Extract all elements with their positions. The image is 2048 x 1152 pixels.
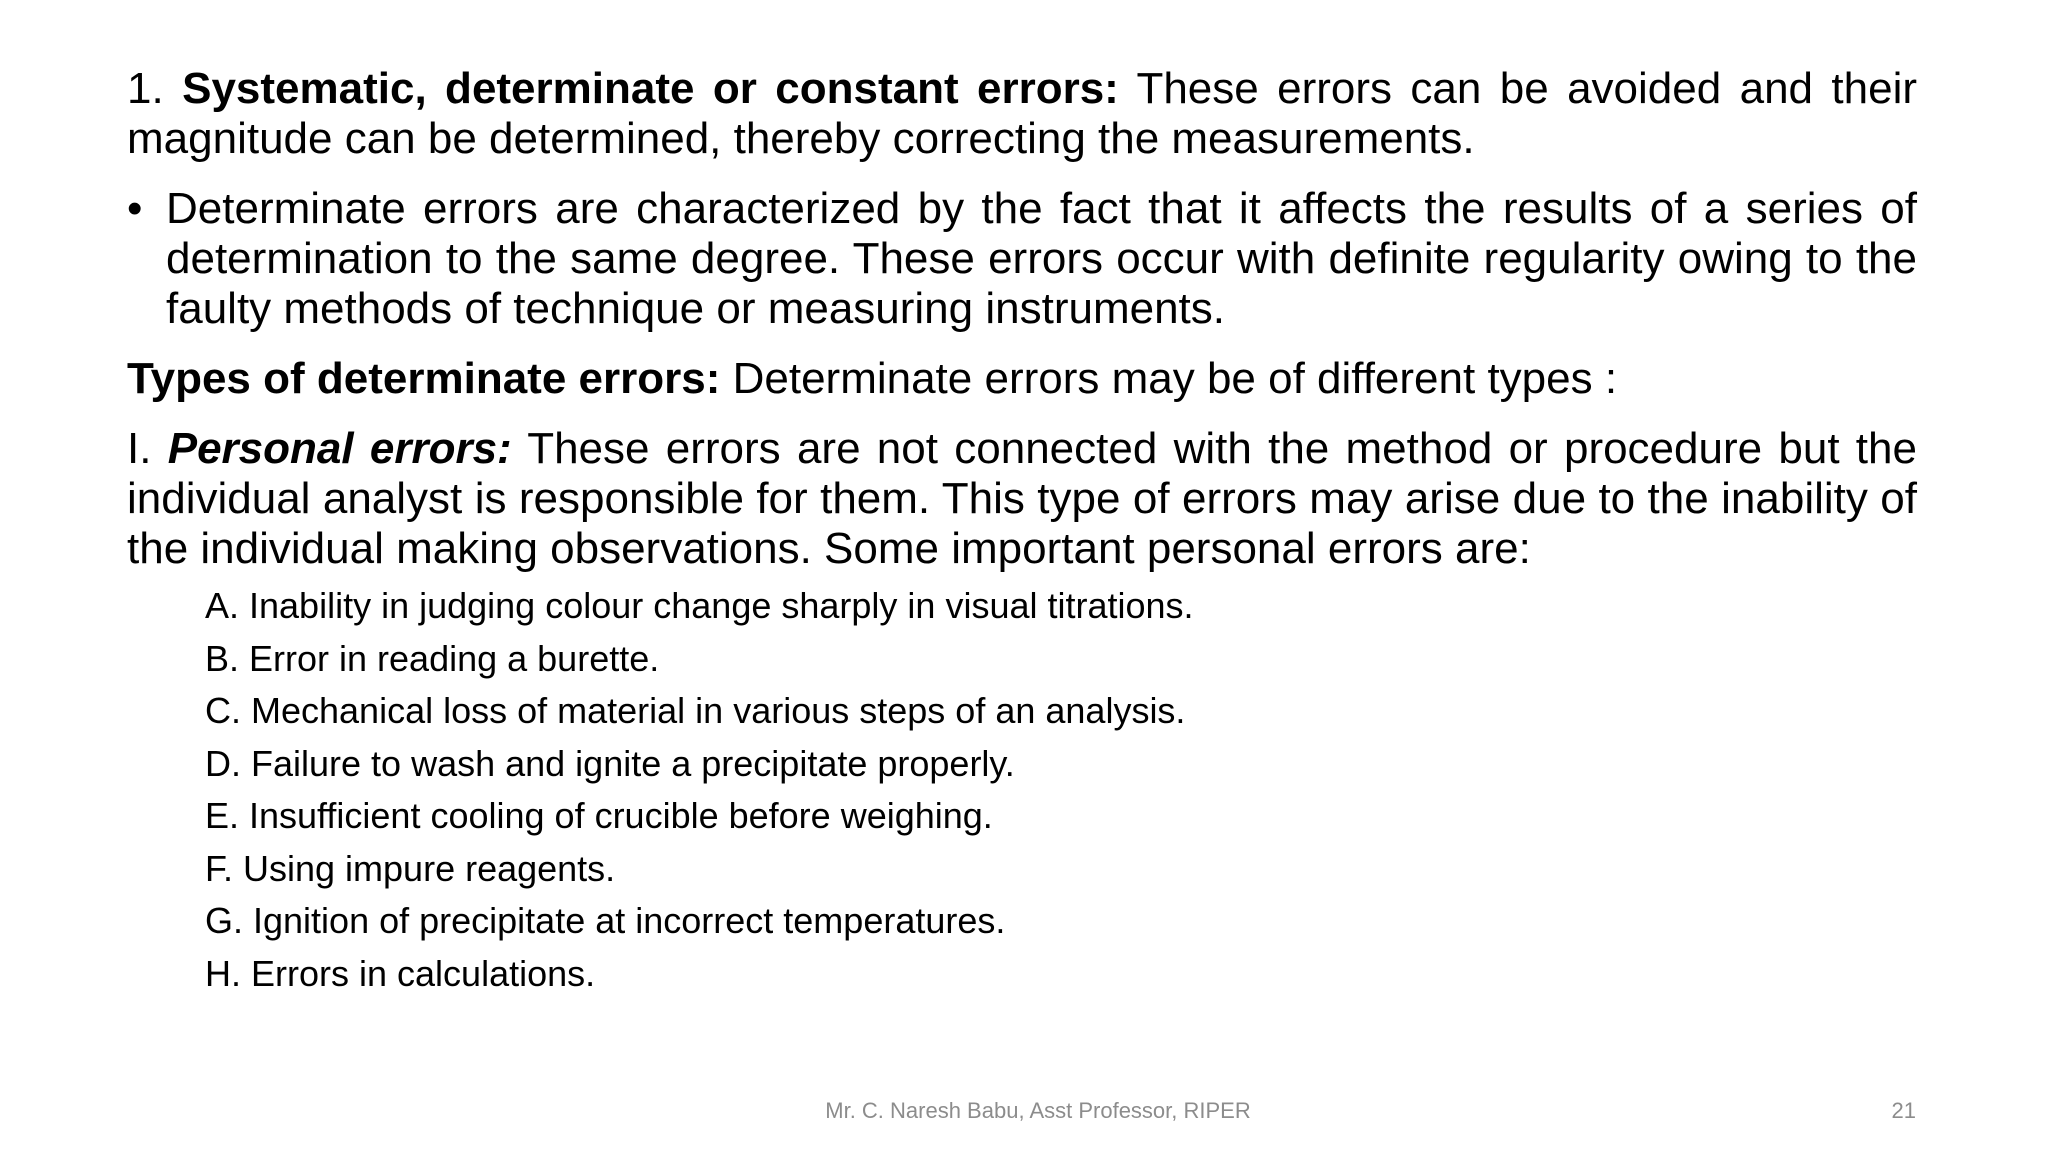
list-item: C. Mechanical loss of material in various steps of an analysis. [205,690,1186,731]
bullet-icon: • [127,184,143,233]
personal-numeral: I. [127,424,152,473]
types-text: Determinate errors may be of different types : [732,354,1618,403]
page-number: 21 [1891,1098,1916,1123]
list-item: D. Failure to wash and ignite a precipitate properly. [205,742,1015,784]
list-item: E. Insufficient cooling of crucible before weighing. [205,795,993,836]
list-item: G. Ignition of precipitate at incorrect temperatures. [205,900,1006,941]
list-item: H. Errors in calculations. [205,952,596,994]
personal-errors-list [127,580,1917,1000]
types-paragraph [127,354,1917,404]
list-item: A. Inability in judging colour change sharply in visual titrations. [205,585,1194,626]
personal-heading: Personal errors: [167,424,512,473]
bullet-paragraph [127,184,1917,334]
section-systematic-errors [127,64,1917,164]
list-item: F. Using impure reagents. [205,847,616,889]
bullet-text: Determinate errors are characterized by the fact that it affects the results of a series of determination to the same degree. These errors occur with definite regularity owing to the faulty methods of technique or measuring instruments. [166,184,1917,333]
slide-content [127,64,1917,1000]
types-heading: Types of determinate errors: [127,354,721,403]
list-item: B. Error in reading a burette. [205,637,660,679]
section-number: 1. [127,64,164,113]
footer-author: Mr. C. Naresh Babu, Asst Professor, RIPER [825,1098,1251,1123]
section-heading: Systematic, determinate or constant errors: [182,64,1119,113]
section-text: These errors can be avoided and their magnitude can be determined, thereby correcting the measurements. [127,64,1917,163]
personal-text: These errors are not connected with the method or procedure but the individual analyst is responsible for them. This type of errors may arise due to the inability of the individual making observations. Some important personal errors are: [127,424,1917,573]
personal-errors-paragraph [127,424,1917,574]
